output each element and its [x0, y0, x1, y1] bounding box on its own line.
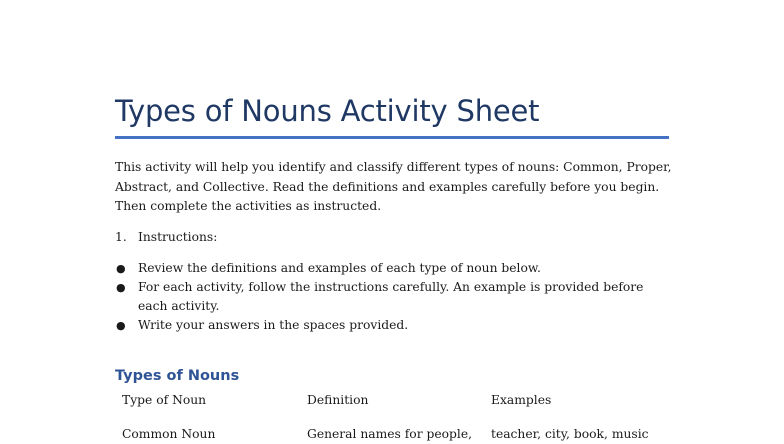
title-underline — [115, 136, 669, 139]
table-header-cell: Definition — [307, 393, 369, 407]
table-cell: Common Noun — [122, 427, 216, 441]
numbered-item-text: Instructions: — [138, 230, 218, 244]
list-item-text: Review the definitions and examples of each type of noun below. — [138, 261, 541, 275]
instruction-list — [115, 259, 675, 335]
bullet-icon: ● — [116, 319, 126, 332]
list-item — [115, 278, 675, 316]
numbered-item — [115, 228, 217, 247]
table-header-cell: Examples — [491, 393, 552, 407]
bullet-icon: ● — [116, 262, 126, 275]
intro-paragraph: This activity will help you identify and classify different types of nouns: Common, Proper, Abstract, and Collective. Read the definitions and examples carefully before you begin. Then complete the activities as instructed. — [115, 160, 672, 213]
table-cell: teacher, city, book, music — [491, 427, 649, 441]
document-title: Types of Nouns Activity Sheet — [115, 94, 540, 128]
bullet-icon: ● — [116, 281, 126, 294]
list-item-text: Write your answers in the spaces provided. — [138, 318, 409, 332]
list-item-text: For each activity, follow the instructions carefully. An example is provided before each activity. — [138, 280, 644, 313]
section-heading: Types of Nouns — [115, 368, 240, 384]
table-cell: General names for people, — [307, 427, 473, 441]
list-item — [115, 259, 675, 278]
list-number: 1. — [115, 230, 127, 244]
table-header-cell: Type of Noun — [122, 393, 207, 407]
list-item — [115, 316, 675, 335]
